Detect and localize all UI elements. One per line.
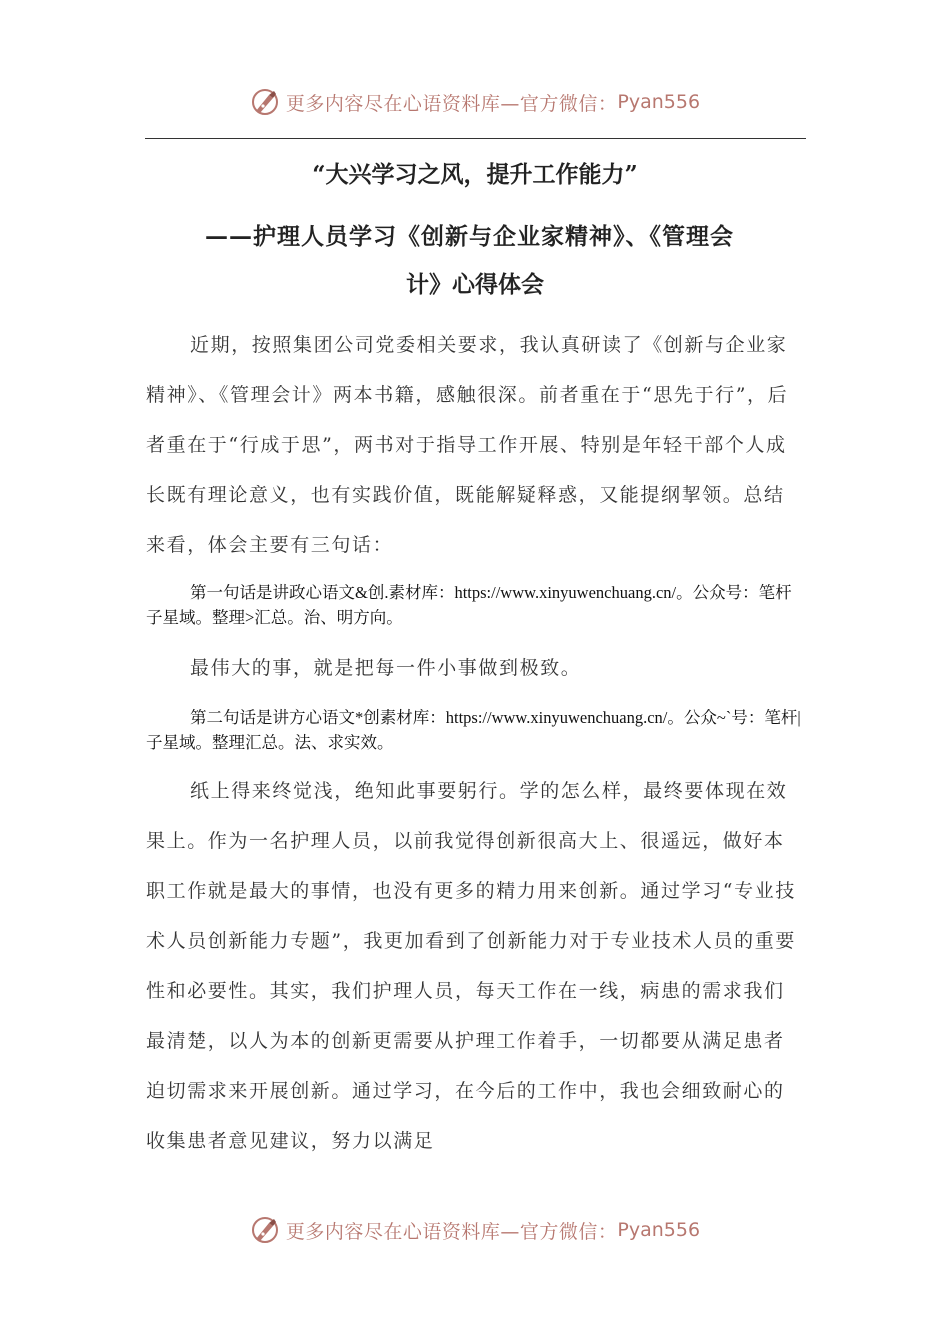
body-paragraph: 纸上得来终觉浅，绝知此事要躬行。学的怎么样，最终要体现在效果上。作为一名护理人员，以前我觉得创新很高大上、很遥远，做好本职工作就是最大的事情，也没有更多的精力用来创新。通过学习“专业技术人员创新能力专题”，我更加看到了创新能力对于专业技术人员的重要性和必要性。其实，我们护理人员，每天工作在一线，病患的需求我们最清楚，以人为本的创新更需要从护理工作着手，一切都要从满足患者迫切需求来开展创新。通过学习，在今后的工作中，我也会细致耐心的收集患者意见建议，努力以满足 (146, 780, 796, 1152)
header-banner-text: 更多内容尽在心语资料库—官方微信： (285, 92, 618, 115)
header-divider (145, 138, 806, 139)
quote-paragraph: 最伟大的事，就是把每一件小事做到极致。 (190, 657, 582, 679)
header-banner (0, 82, 950, 122)
pen-nib-logo-icon (250, 1215, 280, 1245)
footer-banner-text: 更多内容尽在心语资料库—官方微信： (285, 1220, 618, 1243)
header-banner-wechat: Pyan556 (617, 91, 701, 113)
document-subtitle-line2: 计》心得体会 (406, 271, 544, 298)
pen-nib-logo-icon (250, 87, 280, 117)
point-one-paragraph: 第一句话是讲政心语文&创.素材库：https://www.xinyuwenchuang.cn/。公众号：笔杆子星域。整理>汇总。治、明方向。 (146, 583, 792, 627)
document-title: “大兴学习之风，提升工作能力” (312, 161, 638, 188)
point-two-paragraph: 第二句话是讲方心语文*创素材库：https://www.xinyuwenchuang.cn/。公众~`号：笔杆|子星域。整理汇总。法、求实效。 (146, 708, 801, 752)
footer-banner (0, 1210, 950, 1250)
document-subtitle-line1: ——护理人员学习《创新与企业家精神》、《管理会 (205, 223, 734, 250)
intro-paragraph: 近期，按照集团公司党委相关要求，我认真研读了《创新与企业家精神》、《管理会计》两本书籍，感触很深。前者重在于“思先于行”，后者重在于“行成于思”，两书对于指导工作开展、特别是年轻干部个人成长既有理论意义，也有实践价值，既能解疑释惑，又能提纲挈领。总结来看，体会主要有三句话： (146, 334, 789, 556)
footer-banner-wechat: Pyan556 (617, 1219, 701, 1241)
